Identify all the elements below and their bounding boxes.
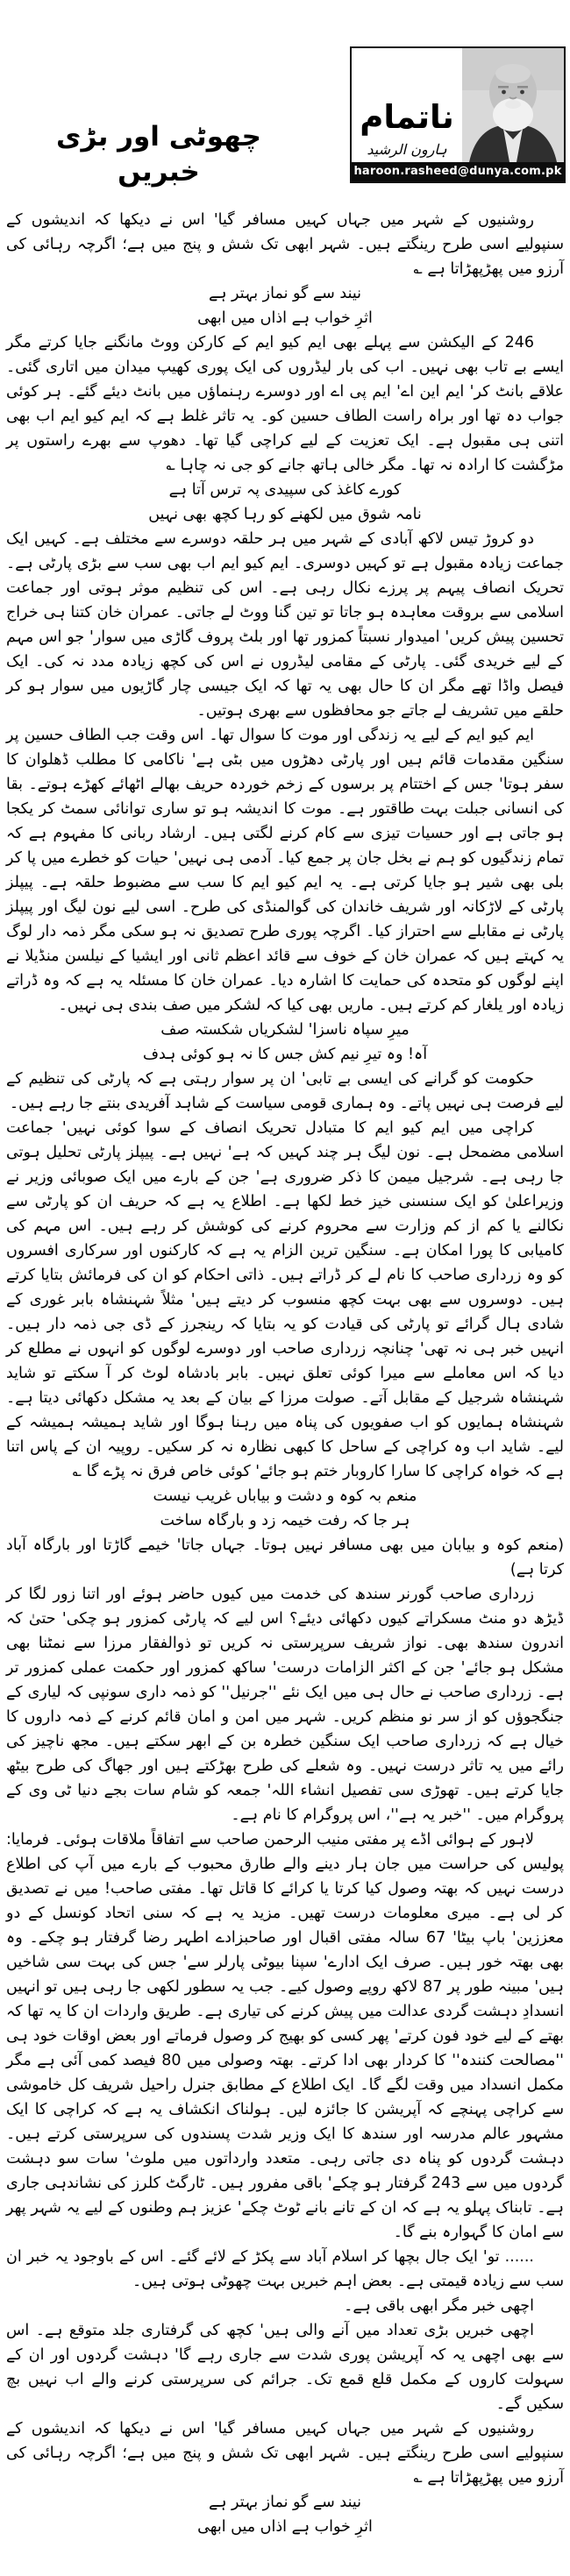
- author-email: haroon.rasheed@dunya.com.pk: [352, 162, 564, 181]
- article-paragraph: ایم کیو ایم کے لیے یہ زندگی اور موت کا سوال تھا۔ اس وقت جب الطاف حسین پر سنگین مقدمات قائم ہیں اور پارٹی دھڑوں میں بٹی ہے' ناکامی کا مطلب ڈھلوان کا سفر ہوتا' جس کے اختتام پر برسوں کے زخم خوردہ حریف بھالے اٹھائے کھڑے ہوتے۔ بقا کی انسانی جبلت بہت طاقتور ہے۔ موت کا اندیشہ ہو تو ساری توانائی سمٹ کر یکجا ہو جاتی ہے اور حسیات تیزی سے کام کرنے لگتی ہیں۔ ارشاد ربانی کا مفہوم ہے کہ تمام زندگیوں کو ہم نے بخل جان پر جمع کیا۔ آدمی ہی نہیں' حیات کو خطرے میں پا کر بلی بھی شیر ہو جایا کرتی ہے۔ یہ ایم کیو ایم کا سب سے مضبوط حلقہ ہے۔ پیپلز پارٹی کے لاڑکانہ اور شریف خاندان کی گوالمنڈی کی طرح۔ اسی لیے نون لیگ اور پیپلز پارٹی نے مقابلے سے احتراز کیا۔ اگرچہ پوری طرح تصدیق نہ ہو سکی مگر ذمہ دار لوگ یہ کہتے ہیں کہ عمران خان کے خوف سے قائد اعظم ثانی اور ایشیا کے نیلسن منڈیلا نے اپنے لوگوں کو متحدہ کی حمایت کا اشارہ دیا۔ عمران خان کا مسئلہ یہ ہے کہ وہ ڈراتے زیادہ اور یلغار کم کرتے ہیں۔ ماریں بھی کیا کہ لشکر میں صف بندی ہی نہیں۔: [6, 727, 564, 1014]
- verse-line: کورے کاغذ کی سپیدی پہ ترس آتا ہے: [168, 481, 402, 499]
- verse-line: نامہ شوق میں لکھنے کو رہا کچھ بھی نہیں: [148, 506, 422, 523]
- column-title: چھوٹی اور بڑی خبریں: [56, 121, 261, 188]
- article-paragraph: کراچی میں ایم کیو ایم کا متبادل تحریک انصاف کے سوا کوئی نہیں' جماعت اسلامی مضمحل ہے۔ نون لیگ ہر چند کہیں کہ ہے' نہیں ہے۔ پیپلز پارٹی تحلیل ہوتی جا رہی ہے۔ شرجیل میمن کا ذکر ضروری ہے' جن کے بارے میں ایک صوبائی وزیر نے وزیراعلیٰ کو ایک سنسنی خیز خط لکھا ہے۔ اطلاع یہ ہے کہ حریف ان کو پارٹی سے نکالنے یا کم از کم وزارت سے محروم کرنے کی کوشش کر رہے ہیں۔ اس مہم کی کامیابی کا پورا امکان ہے۔ سنگین ترین الزام یہ ہے کہ کارکنوں اور سرکاری افسروں کو وہ زرداری صاحب کا نام لے کر ڈراتے ہیں۔ ذاتی احکام کو ان کی فرمائش بتایا کرتے ہیں۔ دوسروں سے بھی بہت کچھ منسوب کر دیتے ہیں' مثلاً شہنشاہ بابر غوری کے شادی ہال گرائے تو پارٹی کی قیادت کو یہ بتایا کہ رینجرز کے ڈی جی ذمہ دار ہیں۔ انہیں خبر ہی نہ تھی' چنانچہ زرداری صاحب اور دوسرے لوگوں کو انہوں نے مطلع کر دیا کہ اس معاملے سے میرا کوئی تعلق نہیں۔ بابر بادشاہ لوٹ کر آ سکتے تو شاید شہنشاہ شرجیل کے مقابل آتے۔ صولت مرزا کے بیان کے بعد یہ مشکل دکھائی دیتا ہے۔ شہنشاہ ہمایوں کو اب صفویوں کی پناہ میں رہنا ہوگا اور شاید ہمیشہ ہمیشہ کے لیے۔ شاید اب وہ کراچی کے ساحل کا کبھی نظارہ نہ کر سکیں۔ روپیہ ان کے پاس اتنا ہے کہ خواہ کراچی کا سارا کاروبار ختم ہو جائے' کوئی خاص فرق نہ پڑے گا ؎: [6, 1119, 564, 1480]
- article-paragraph: 246 کے الیکشن سے پہلے بھی ایم کیو ایم کے کارکن ووٹ مانگنے جایا کرتے مگر ایسے بے تاب بھی نہیں۔ اب کی بار لیڈروں کی ایک پوری کھیپ میدان میں اتاری گئی۔ علاقے بانٹ کر' ایم این اے' ایم پی اے اور دوسرے رہنماؤں میں بانٹ دیئے گئے۔ ہر کوئی جواب دہ تھا اور براہ راست الطاف حسین کو۔ یہ تاثر غلط ہے کہ ایم کیو ایم اب بھی اتنی ہی مقبول ہے۔ ایک تعزیت کے لیے کراچی گیا تھا۔ دھوپ سے بھرے راستوں پر مڑگشت کا ارادہ نہ تھا۔ مگر خالی ہاتھ جانے کو جی نہ چاہا ؎: [6, 334, 564, 474]
- verse-line: نیند سے گو نماز بہتر ہے: [208, 2494, 362, 2511]
- article-paragraph: روشنیوں کے شہر میں جہاں کہیں مسافر گیا' اس نے دیکھا کہ اندیشوں کے سنپولیے اسی طرح رینگتے ہیں۔ شہر ابھی تک شش و پنج میں ہے؛ اگرچہ رہائی کی آرزو میں پھڑپھڑاتا ہے ؎: [6, 211, 564, 278]
- verse-line: ہر جا کہ رفت خیمہ زد و بارگاہ ساخت: [160, 1512, 410, 1529]
- article-paragraph: لاہور کے ہوائی اڈے پر مفتی منیب الرحمن صاحب سے اتفاقاً ملاقات ہوئی۔ فرمایا: پولیس کی حراست میں جان ہار دینے والے طارق محبوب کے بارے میں آپ کی اطلاع درست نہیں کہ بھتہ وصول کیا کرتا یا کرائے کا قاتل تھا۔ مفتی صاحب! میں نے تصدیق کر لی ہے۔ میری معلومات درست تھیں۔ مزید یہ ہے کہ سنی اتحاد کونسل کے دو معززین' باپ بیٹا' 67 سالہ مفتی اقبال اور صاحبزادے اطہر رضا گرفتار ہو چکے۔ وہ بھی بھتہ خور ہیں۔ صرف ایک ادارے' سپنا بیوٹی پارلر سے' جس کی بہت سی شاخیں ہیں' مبینہ طور پر 87 لاکھ روپے وصول کیے۔ جب یہ سطور لکھی جا رہی ہیں تو انہیں انسدادِ دہشت گردی عدالت میں پیش کرنے کی تیاری ہے۔ طریق واردات ان کا یہ تھا کہ بھتے کے لیے خود فون کرتے' پھر کسی کو بھیج کر وصول فرماتے اور بعض اوقات خود ہی ''مصالحت کنندہ'' کا کردار بھی ادا کرتے۔ بھتہ وصولی میں 80 فیصد کمی آئی ہے مگر مکمل انسداد میں وقت لگے گا۔ ایک اطلاع کے مطابق جنرل راحیل شریف کل خاموشی سے کراچی پہنچے کہ آپریشن کا جائزہ لیں۔ ہولناک انکشاف یہ ہے کہ کراچی کا ایک مشہور عالم مدرسہ اور سندھ کا ایک وزیر شدت پسندوں کی سرپرستی کرتے ہیں۔ دہشت گردوں کو پناہ دی جاتی رہی۔ متعدد وارداتوں میں ملوث' سات سو دہشت گردوں میں سے 243 گرفتار ہو چکے' باقی مفرور ہیں۔ ٹارگٹ کلرز کی نشاندہی جاری ہے۔ تابناک پہلو یہ ہے کہ ان کے تانے بانے ٹوٹ چکے' عزیز ہم وطنوں کے لیے یہ شہر پھر سے امان کا گہوارہ بنے گا۔: [6, 1831, 564, 2241]
- article-paragraph: (منعم کوہ و بیابان میں بھی مسافر نہیں ہوتا۔ جہاں جاتا' خیمے گاڑتا اور بارگاہ آباد کرتا ہے): [6, 1536, 564, 1579]
- article-paragraph: زرداری صاحب گورنر سندھ کی خدمت میں کیوں حاضر ہوئے اور اتنا زور لگا کر ڈیڑھ دو منٹ مسکراتے کیوں دکھائی دیئے؟ اس لیے کہ پارٹی کمزور ہو چکی' حتیٰ کہ اندرون سندھ بھی۔ نواز شریف سرپرستی نہ کریں تو ذوالفقار مرزا سے نمٹنا بھی مشکل ہو جائے' جن کے اکثر الزامات درست' ساکھ کمزور اور حکمت عملی کمزور تر ہے۔ زرداری صاحب نے حال ہی میں ایک نئے ''جرنیل'' کو ذمہ داری سونپی کہ لیاری کے جنگجوؤں کو از سر نو منظم کریں۔ شہر میں امن و امان قائم کرنے کے ذمہ داروں کا خیال ہے کہ زرداری صاحب ایک سنگین خطرہ بن کے ابھر سکتے ہیں۔ مجھ ناچیز کی رائے میں یہ تاثر درست نہیں۔ وہ شعلے کی طرح بھڑکتے ہیں اور جھاگ کی طرح بیٹھ جایا کرتے ہیں۔ تھوڑی سی تفصیل انشاء اللہ' جمعہ کو شام سات بجے دنیا ٹی وی کے پروگرام میں۔ ''خبر یہ ہے''، اس پروگرام کا نام ہے۔: [6, 1586, 564, 1824]
- author-photo-illustration: [462, 48, 564, 162]
- verse-line: منعم بہ کوہ و دشت و بیاباں غریب نیست: [153, 1487, 417, 1505]
- author-photo: [462, 48, 564, 162]
- article-paragraph: اچھی خبریں بڑی تعداد میں آنے والی ہیں' کچھ کی گرفتاری جلد متوقع ہے۔ اس سے بھی اچھی یہ کہ آپریشن پوری شدت سے جاری رہے گا' دہشت گردوں اور ان کے سہولت کاروں کے مکمل قلع قمع تک۔ جرائم کی سرپرستی کرنے والے اب نہیں بچ سکیں گے۔: [6, 2322, 564, 2413]
- article-paragraph: ...... تو' ایک جال بچھا کر اسلام آباد سے پکڑ کے لائے گئے۔ اس کے باوجود یہ خبر ان سب سے زیادہ قیمتی ہے۔ بعض اہم خبریں بہت چھوٹی ہوتی ہیں۔: [6, 2248, 564, 2290]
- verse-line: میرِ سپاہ ناسزا' لشکریاں شکستہ صف: [160, 1021, 410, 1039]
- author-box-top: [352, 48, 564, 162]
- author-box: [350, 46, 566, 183]
- verse-line: اثرِ خواب ہے اذاں میں ابھی: [197, 2518, 373, 2536]
- column-logo-area: [352, 48, 462, 162]
- author-signature: ہارون الرشید: [367, 141, 447, 158]
- article-paragraph: اچھی خبر مگر ابھی باقی ہے۔: [344, 2297, 534, 2315]
- verse-line: نیند سے گو نماز بہتر ہے: [208, 285, 362, 302]
- article-paragraph: دو کروڑ تیس لاکھ آبادی کے شہر میں ہر حلقہ دوسرے سے مختلف ہے۔ کہیں ایک جماعت زیادہ مقبول ہے تو کہیں دوسری۔ ایم کیو ایم اب بھی سب سے بڑی پارٹی ہے۔ تحریک انصاف پیہم پر پرزے نکال رہی ہے۔ اس کی تنظیم موثر ہوتی اور جماعت اسلامی سے بروقت معاہدہ ہو جاتا تو تین گنا ووٹ لے جاتی۔ عمران خان کتنا ہی خراج تحسین پیش کریں' امیدوار نسبتاً کمزور تھا اور بلٹ پروف گاڑی میں سوار' جو اس مہم کے لیے خریدی گئی۔ پارٹی کے مقامی لیڈروں نے اس کی کچھ زیادہ مدد نہ کی۔ ایک فیصل واڈا تھے مگر ان کا حال بھی یہ تھا کہ ایک جیسی چار گاڑیوں میں سوار ہو کر حلقے میں تشریف لے جاتے جو محافظوں سے بھری ہوتیں۔: [6, 530, 564, 720]
- column-header: [0, 0, 570, 208]
- article-paragraph: حکومت کو گرانے کی ایسی بے تابی' ان پر سوار رہتی ہے کہ پارٹی کی تنظیم کے لیے فرصت ہی نہیں پاتے۔ وہ ہماری قومی سیاست کے شاہد آفریدی بنتے جا رہے ہیں۔: [6, 1070, 564, 1112]
- verse-line: آہ! وہ تیرِ نیم کش جس کا نہ ہو کوئی ہدف: [142, 1046, 428, 1063]
- article-body: [0, 208, 570, 2539]
- article-paragraph: روشنیوں کے شہر میں جہاں کہیں مسافر گیا' اس نے دیکھا کہ اندیشوں کے سنپولیے اسی طرح رینگتے ہیں۔ شہر ابھی تک شش و پنج میں ہے؛ اگرچہ رہائی کی آرزو میں پھڑپھڑاتا ہے ؎: [6, 2420, 564, 2487]
- column-logo: ناتمام: [360, 98, 454, 136]
- verse-line: اثرِ خواب ہے اذاں میں ابھی: [197, 309, 373, 327]
